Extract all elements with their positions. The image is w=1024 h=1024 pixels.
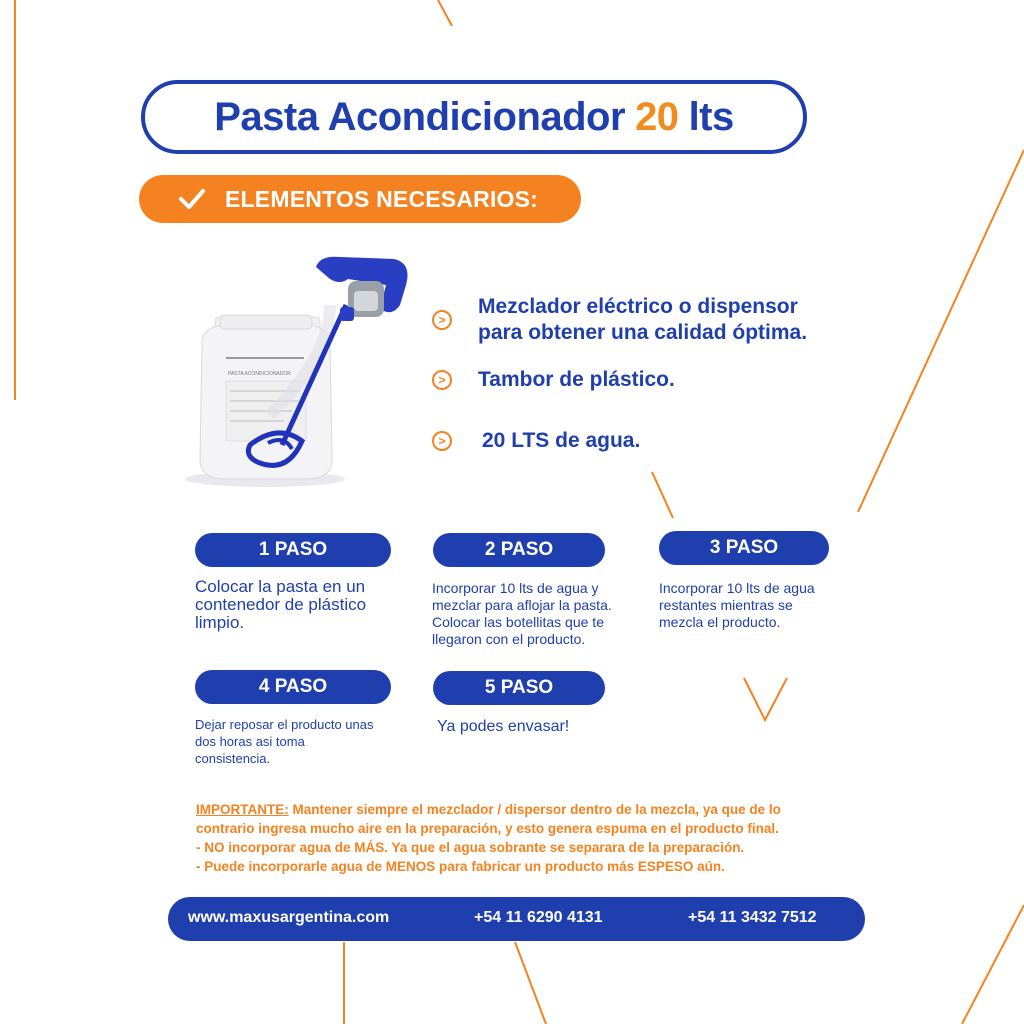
step-text-line: restantes mientras se [659, 597, 793, 613]
important-label: IMPORTANTE: [196, 802, 289, 817]
contact-footer [168, 897, 865, 941]
title-highlight: 20 [635, 94, 679, 139]
step-text-line: Incorporar 10 lts de agua [659, 580, 815, 596]
important-line: - Puede incorporarle agua de MENOS para fabricar un producto más ESPESO aún. [196, 859, 725, 874]
step-text-line: dos horas asi toma [195, 734, 305, 749]
important-line: contrario ingresa mucho aire en la preparación, y esto genera espuma en el producto final. [196, 821, 779, 836]
important-line: - NO incorporar agua de MÁS. Ya que el agua sobrante se separara de la preparación. [196, 840, 745, 855]
check-icon [177, 184, 207, 214]
chevron-circle-icon: > [432, 310, 452, 330]
step-2-pill: 2 PASO [433, 533, 605, 567]
title-pill [141, 80, 807, 154]
step-4-text [195, 716, 374, 767]
drum-label: PASTA ACONDICIONADOR [228, 371, 291, 377]
list-item [432, 428, 640, 454]
step-text-line: Incorporar 10 lts de agua y [432, 580, 599, 596]
step-3-text [659, 580, 815, 631]
list-item [432, 294, 807, 346]
step-text-line: Ya podes envasar! [437, 718, 570, 735]
element-text-line: Tambor de plástico. [478, 368, 675, 391]
important-notes [196, 800, 876, 876]
title-unit: lts [688, 94, 734, 139]
step-3-pill: 3 PASO [659, 531, 829, 565]
section-header [139, 175, 581, 223]
website-link[interactable]: www.maxusargentina.com [188, 909, 390, 926]
step-5-pill: 5 PASO [433, 671, 605, 705]
step-text-line: consistencia. [195, 751, 271, 766]
phone-1[interactable]: +54 11 6290 4131 [474, 909, 603, 926]
step-1-text [195, 578, 366, 632]
step-4-pill: 4 PASO [195, 670, 391, 704]
element-text-line: Mezclador eléctrico o dispensor [478, 295, 798, 318]
step-1-pill: 1 PASO [195, 533, 391, 567]
product-image [180, 245, 430, 495]
phone-2[interactable]: +54 11 3432 7512 [688, 909, 817, 926]
title-main: Pasta Acondicionador [214, 94, 626, 139]
element-text-line: para obtener una calidad óptima. [478, 321, 808, 344]
chevron-circle-icon: > [432, 431, 452, 451]
element-text-line: 20 LTS de agua. [482, 429, 641, 452]
step-2-text [432, 580, 612, 648]
step-5-text [437, 718, 569, 736]
section-header-label: ELEMENTOS NECESARIOS: [225, 185, 539, 212]
step-text-line: mezcla el producto. [659, 614, 781, 630]
step-text-line: Colocar las botellitas que te [432, 614, 604, 630]
step-text-line: limpio. [195, 613, 245, 632]
step-text-line: Dejar reposar el producto unas [195, 717, 374, 732]
step-text-line: llegaron con el producto. [432, 631, 586, 647]
important-line: Mantener siempre el mezclador / dispersor dentro de la mezcla, ya que de lo [288, 802, 781, 817]
step-text-line: Colocar la pasta en un [195, 577, 366, 596]
chevron-circle-icon: > [432, 370, 452, 390]
list-item [432, 367, 675, 393]
step-text-line: mezclar para aflojar la pasta. [432, 597, 612, 613]
step-text-line: contenedor de plástico [195, 595, 367, 614]
